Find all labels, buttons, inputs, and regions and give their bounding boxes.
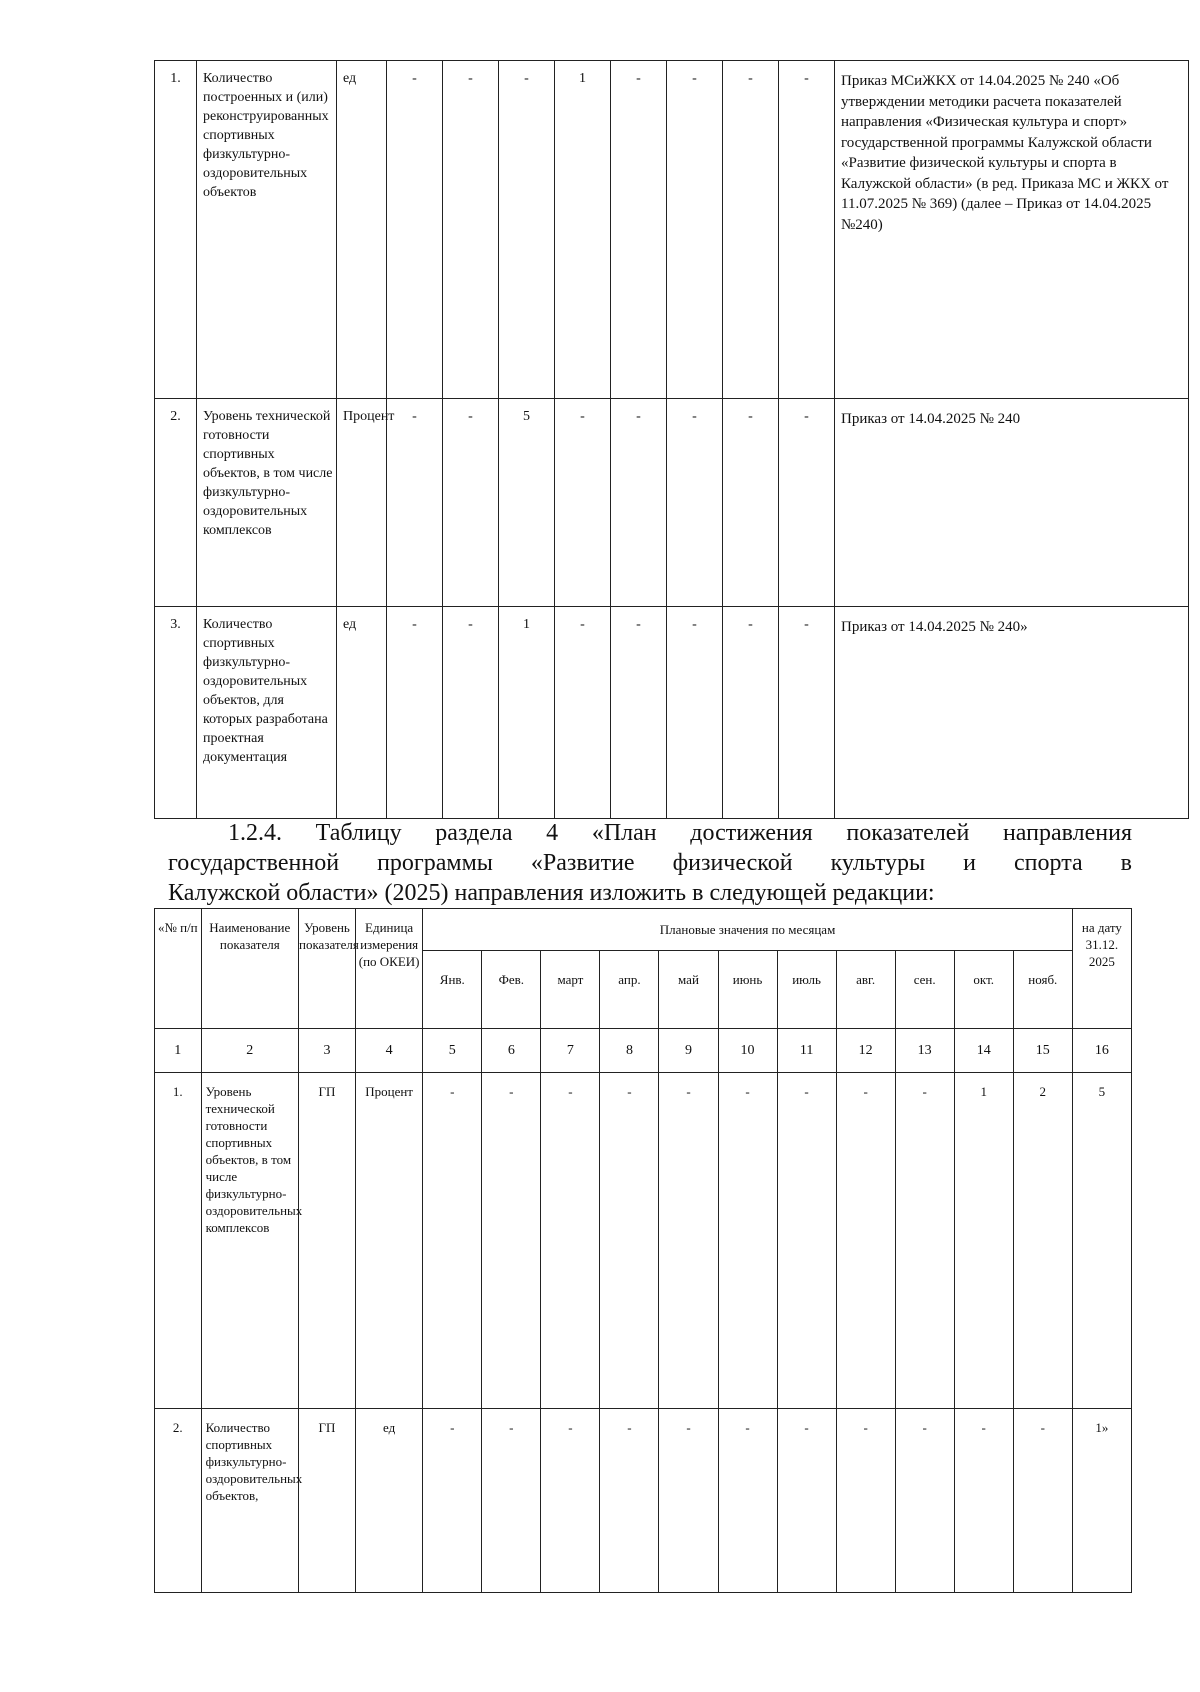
value-cell: - bbox=[555, 399, 611, 607]
value-cell: - bbox=[611, 61, 667, 399]
plan-value: - bbox=[423, 1409, 482, 1593]
header-row bbox=[155, 909, 1132, 951]
value-cell: - bbox=[499, 61, 555, 399]
paragraph-line: государственной программы «Развитие физической культуры и спорта в bbox=[168, 850, 1132, 876]
row-number: 1. bbox=[155, 1073, 202, 1409]
value-cell: - bbox=[387, 399, 443, 607]
plan-value: - bbox=[718, 1409, 777, 1593]
col-header-number: «№ п/п bbox=[155, 909, 202, 1029]
plan-value-end: 1» bbox=[1072, 1409, 1131, 1593]
column-index: 11 bbox=[777, 1029, 836, 1073]
plan-row bbox=[155, 1409, 1132, 1593]
month-header: март bbox=[541, 951, 600, 1029]
indicator-unit: ед bbox=[337, 61, 387, 399]
indicator-level: ГП bbox=[298, 1409, 355, 1593]
indicator-name: Количество спортивных физкультурно-оздоровительных объектов, для которых разработана проектная документация bbox=[197, 607, 337, 819]
month-header: авг. bbox=[836, 951, 895, 1029]
column-index: 9 bbox=[659, 1029, 718, 1073]
plan-value: - bbox=[659, 1073, 718, 1409]
indicator-row bbox=[155, 61, 1189, 399]
value-cell: - bbox=[443, 61, 499, 399]
value-cell: 1 bbox=[499, 607, 555, 819]
indicator-name: Уровень технической готовности спортивных объектов, в том числе физкультурно-оздоровительных комплексов bbox=[197, 399, 337, 607]
plan-value: 1 bbox=[954, 1073, 1013, 1409]
value-cell: - bbox=[667, 399, 723, 607]
methodology-source: Приказ от 14.04.2025 № 240» bbox=[835, 607, 1189, 819]
month-header: июнь bbox=[718, 951, 777, 1029]
plan-value: - bbox=[1013, 1409, 1072, 1593]
value-cell: - bbox=[387, 607, 443, 819]
value-cell: - bbox=[779, 61, 835, 399]
column-index: 3 bbox=[298, 1029, 355, 1073]
month-header: нояб. bbox=[1013, 951, 1072, 1029]
monthly-plan-table bbox=[154, 908, 1132, 1593]
column-index: 4 bbox=[355, 1029, 422, 1073]
column-index: 10 bbox=[718, 1029, 777, 1073]
column-index: 7 bbox=[541, 1029, 600, 1073]
methodology-source: Приказ МСиЖКХ от 14.04.2025 № 240 «Об утверждении методики расчета показателей направления «Физическая культура и спорт» государственной программы Калужской области «Развитие физической культуры и спорта в Калужской области» (в ред. Приказа МС и ЖКХ от 11.07.2025 № 369) (далее – Приказ от 14.04.2025 №240) bbox=[835, 61, 1189, 399]
value-cell: - bbox=[611, 399, 667, 607]
row-number: 2. bbox=[155, 399, 197, 607]
plan-value: - bbox=[659, 1409, 718, 1593]
value-cell: - bbox=[667, 61, 723, 399]
column-index: 13 bbox=[895, 1029, 954, 1073]
paragraph-line: Калужской области» (2025) направления изложить в следующей редакции: bbox=[168, 880, 935, 906]
value-cell: - bbox=[611, 607, 667, 819]
indicator-unit: Процент bbox=[337, 399, 387, 607]
plan-value: - bbox=[895, 1409, 954, 1593]
col-header-unit: Единица измерения (по ОКЕИ) bbox=[355, 909, 422, 1029]
plan-value: - bbox=[836, 1073, 895, 1409]
plan-value: - bbox=[482, 1073, 541, 1409]
plan-value: - bbox=[541, 1409, 600, 1593]
paragraph-line: 1.2.4. Таблицу раздела 4 «План достижения показателей направления bbox=[228, 820, 1132, 846]
column-index: 6 bbox=[482, 1029, 541, 1073]
column-index: 5 bbox=[423, 1029, 482, 1073]
plan-value: - bbox=[777, 1073, 836, 1409]
col-header-end-date: на дату 31.12. 2025 bbox=[1072, 909, 1131, 1029]
plan-value: - bbox=[954, 1409, 1013, 1593]
indicator-row bbox=[155, 399, 1189, 607]
value-cell: - bbox=[723, 61, 779, 399]
value-cell: - bbox=[779, 399, 835, 607]
indicator-name: Уровень технической готовности спортивных объектов, в том числе физкультурно-оздоровительных комплексов bbox=[201, 1073, 298, 1409]
indicator-name: Количество спортивных физкультурно-оздоровительных объектов, bbox=[201, 1409, 298, 1593]
column-index: 16 bbox=[1072, 1029, 1131, 1073]
month-header: апр. bbox=[600, 951, 659, 1029]
plan-value: - bbox=[895, 1073, 954, 1409]
row-number: 1. bbox=[155, 61, 197, 399]
month-header: сен. bbox=[895, 951, 954, 1029]
value-cell: - bbox=[723, 399, 779, 607]
column-index: 14 bbox=[954, 1029, 1013, 1073]
month-header: окт. bbox=[954, 951, 1013, 1029]
value-cell: - bbox=[779, 607, 835, 819]
column-index: 8 bbox=[600, 1029, 659, 1073]
plan-value: - bbox=[600, 1073, 659, 1409]
plan-value: - bbox=[777, 1409, 836, 1593]
value-cell: - bbox=[443, 399, 499, 607]
col-header-monthly-plan: Плановые значения по месяцам bbox=[423, 909, 1073, 951]
plan-value: - bbox=[423, 1073, 482, 1409]
plan-value-end: 5 bbox=[1072, 1073, 1131, 1409]
col-header-name: Наименование показателя bbox=[201, 909, 298, 1029]
column-index: 12 bbox=[836, 1029, 895, 1073]
row-number: 2. bbox=[155, 1409, 202, 1593]
plan-value: 2 bbox=[1013, 1073, 1072, 1409]
row-number: 3. bbox=[155, 607, 197, 819]
month-header: Фев. bbox=[482, 951, 541, 1029]
column-index: 15 bbox=[1013, 1029, 1072, 1073]
value-cell: - bbox=[667, 607, 723, 819]
indicator-unit: Процент bbox=[355, 1073, 422, 1409]
month-header: Янв. bbox=[423, 951, 482, 1029]
month-header: май bbox=[659, 951, 718, 1029]
indicator-unit: ед bbox=[337, 607, 387, 819]
methodology-source: Приказ от 14.04.2025 № 240 bbox=[835, 399, 1189, 607]
month-header: июль bbox=[777, 951, 836, 1029]
plan-value: - bbox=[718, 1073, 777, 1409]
column-index-row bbox=[155, 1029, 1132, 1073]
plan-value: - bbox=[482, 1409, 541, 1593]
value-cell: - bbox=[723, 607, 779, 819]
plan-value: - bbox=[836, 1409, 895, 1593]
plan-value: - bbox=[600, 1409, 659, 1593]
indicator-level: ГП bbox=[298, 1073, 355, 1409]
amendment-paragraph bbox=[168, 818, 1132, 908]
col-header-level: Уровень показателя bbox=[298, 909, 355, 1029]
indicator-name: Количество построенных и (или) реконструированных спортивных физкультурно-оздоровительных объектов bbox=[197, 61, 337, 399]
value-cell: 5 bbox=[499, 399, 555, 607]
indicator-row bbox=[155, 607, 1189, 819]
indicators-table bbox=[154, 60, 1189, 819]
value-cell: - bbox=[555, 607, 611, 819]
value-cell: - bbox=[387, 61, 443, 399]
value-cell: - bbox=[443, 607, 499, 819]
value-cell: 1 bbox=[555, 61, 611, 399]
indicator-unit: ед bbox=[355, 1409, 422, 1593]
column-index: 2 bbox=[201, 1029, 298, 1073]
plan-row bbox=[155, 1073, 1132, 1409]
plan-value: - bbox=[541, 1073, 600, 1409]
column-index: 1 bbox=[155, 1029, 202, 1073]
